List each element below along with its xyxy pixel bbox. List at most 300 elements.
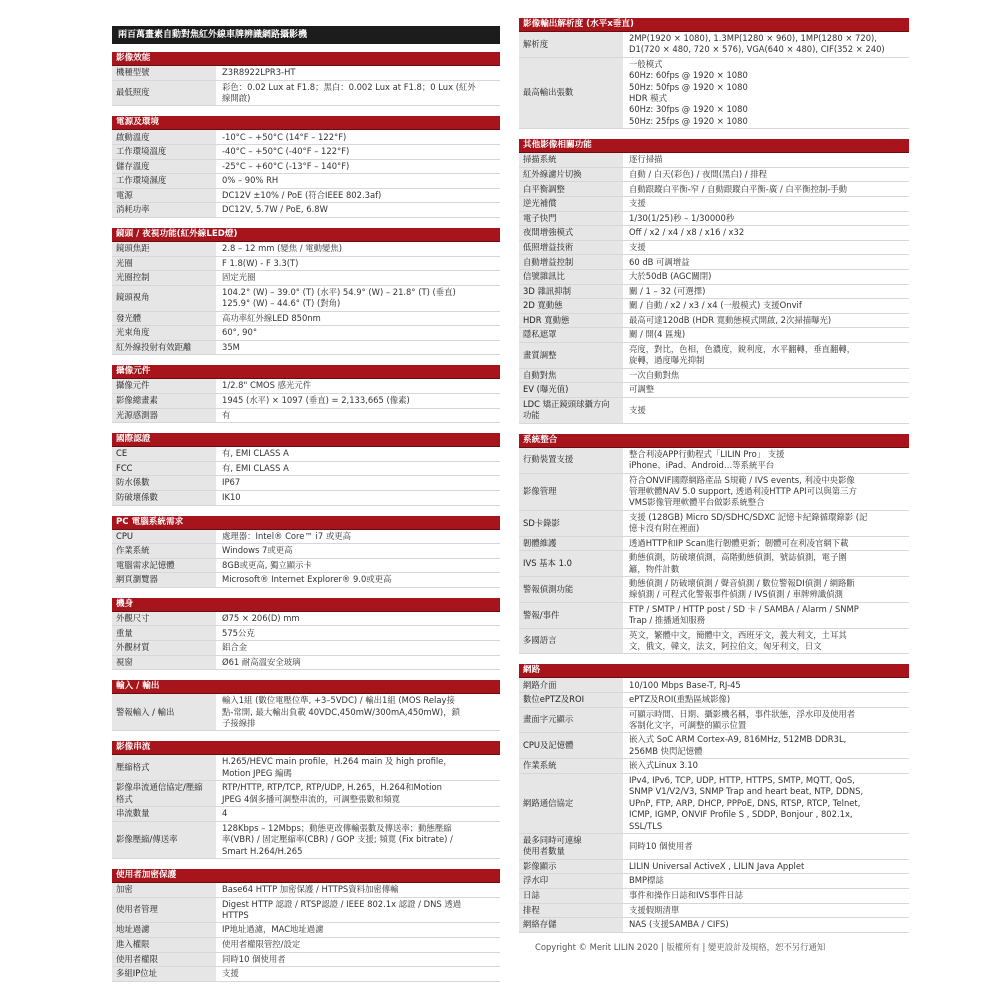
spec-value: [216, 491, 500, 505]
spec-value: [623, 212, 909, 226]
spec-value: [216, 656, 500, 670]
spec-label: [519, 197, 623, 211]
spec-row: [112, 573, 500, 588]
spec-label: [112, 938, 216, 952]
spec-row: [519, 537, 909, 552]
spec-value: [623, 32, 909, 57]
spec-label-text: 解析度: [523, 38, 549, 49]
spec-label-text: 紅外線投射有效距離: [116, 341, 192, 352]
spec-row: [519, 197, 909, 212]
spec-row: [519, 285, 909, 300]
spec-value: [216, 641, 500, 655]
spec-label: [112, 447, 216, 461]
spec-value-text: NAS (支援SAMBA / CIFS): [629, 919, 729, 930]
spec-row: [519, 693, 909, 708]
spec-value-text: 支援假期清單: [629, 904, 680, 915]
document-title: 兩百萬畫素自動對焦紅外線車牌辨識網路攝影機: [112, 26, 500, 44]
spec-row: [112, 694, 500, 731]
spec-label: [112, 174, 216, 188]
spec-label-text: 重量: [116, 627, 133, 638]
spec-label: [112, 544, 216, 558]
spec-label: [519, 314, 623, 328]
spec-value: [216, 462, 500, 476]
spec-value-text: 8GB或更高, 獨立顯示卡: [222, 559, 312, 570]
spec-label: [112, 822, 216, 858]
spec-label-text: 白平衡調整: [523, 183, 565, 194]
spec-value-text: 同時10 個使用者: [629, 840, 693, 851]
spec-value-text: FTP / SMTP / HTTP post / SD 卡 / SAMBA / Alarm / SNMP Trap / 推播通知服務: [629, 603, 859, 626]
spec-label: [112, 189, 216, 203]
section-gap: [112, 731, 500, 741]
spec-value: [623, 270, 909, 284]
spec-value-text: 鋁合金: [222, 642, 248, 653]
spec-value-text: IPv4, IPv6, TCP, UDP, HTTP, HTTPS, SMTP, MQTT, QoS, SNMP V1/V2/V3, SNMP Trap and heart beat, NTP, DDNS, UPnP, FTP, ARP, DHCP, PPPoE, DNS, RTSP, RTCP, Telnet, ICMP, IGMP, ONVIF Profile S , SDDP, Bonjour , 802.1x, SSL/TLS: [629, 774, 864, 831]
spec-row: [112, 312, 500, 327]
spec-row: [519, 860, 909, 875]
spec-row: [519, 874, 909, 889]
spec-row: [519, 299, 909, 314]
spec-label-text: 3D 雜訊抑制: [523, 285, 571, 296]
spec-label: [519, 693, 623, 707]
spec-row: [519, 889, 909, 904]
spec-label: [112, 530, 216, 544]
spec-value-text: 2.8 – 12 mm (變焦 / 電動變焦): [222, 243, 343, 254]
spec-label: [519, 860, 623, 874]
spec-label: [112, 326, 216, 340]
spec-label-text: 發光體: [116, 312, 142, 323]
spec-label: [112, 203, 216, 217]
spec-value-text: 1/30(1/25)秒 – 1/30000秒: [629, 212, 735, 223]
spec-value-text: 10/100 Mbps Base-T, RJ-45: [629, 679, 741, 690]
spec-label-text: 啟動溫度: [116, 131, 150, 142]
section-gap: [112, 44, 500, 52]
spec-label-text: 網路介面: [523, 679, 557, 690]
spec-value-text: 可顯示時間、日期、攝影機名稱，事件狀態，浮水印及使用者 客制化文字，可調整的顯示位置: [629, 708, 856, 731]
spec-label: [112, 656, 216, 670]
spec-value: [216, 476, 500, 490]
spec-value-text: -25°C – +60°C (-13°F – 140°F): [222, 160, 350, 171]
spec-label-text: 浮水印: [523, 875, 549, 886]
spec-value: [623, 241, 909, 255]
spec-label: [519, 474, 623, 510]
spec-label-text: 多組IP位址: [116, 968, 158, 979]
spec-row: [519, 918, 909, 933]
spec-label: [519, 874, 623, 888]
spec-value-text: IK10: [222, 492, 241, 502]
spec-label: [112, 462, 216, 476]
spec-row: [519, 182, 909, 197]
spec-label-text: 電源: [116, 189, 133, 200]
spec-value-text: 有: [222, 409, 231, 420]
spec-value-text: IP67: [222, 477, 241, 488]
spec-label: [519, 537, 623, 551]
spec-label-text: 影像顯示: [523, 860, 557, 871]
spec-label: [112, 81, 216, 106]
spec-label-text: 影像總畫素: [116, 395, 158, 406]
spec-label: [112, 559, 216, 573]
spec-value-text: Ø75 × 206(D) mm: [222, 612, 300, 623]
spec-value: [623, 285, 909, 299]
spec-label: [519, 255, 623, 269]
spec-row: [112, 559, 500, 574]
spec-value: [216, 953, 500, 967]
spec-label-text: 使用者權限: [116, 953, 158, 964]
spec-label: [519, 226, 623, 240]
spec-value-text: 2MP(1920 × 1080), 1.3MP(1280 × 960), 1MP(1280 × 720), D1(720 × 480, 720 × 576), VGA(640 × 480), CIF(352 × 240): [629, 33, 885, 55]
spec-label: [519, 774, 623, 833]
spec-label: [519, 369, 623, 383]
section-gap: [112, 506, 500, 516]
spec-label: [519, 918, 623, 932]
spec-value-text: 動態偵測，防破壞偵測，高階動態偵測，號誌偵測，電子圍 籬，物件計數: [629, 552, 847, 574]
spec-value-text: 128Kbps – 12Mbps；動態更改傳輸張數及傳送率；動態壓縮 率(VBR) / 固定壓縮率(CBR) / GOP 支援; 頻寬 (Fix bitrate) / Smart H.264/H.265: [222, 822, 453, 856]
spec-label-text: 影像串流通信協定/壓縮 格式: [116, 782, 203, 804]
spec-label: [112, 491, 216, 505]
spec-label-text: 信號雜訊比: [523, 271, 565, 282]
spec-value-text: Base64 HTTP 加密保護 / HTTPS資料加密傳輸: [222, 884, 399, 894]
spec-label: [519, 299, 623, 313]
spec-row: [112, 641, 500, 656]
spec-label: [519, 212, 623, 226]
spec-value-text: 關 / 1 – 32 (可選擇): [629, 285, 706, 296]
spec-label-text: LDC 矯正鏡頭球攝方向 功能: [523, 398, 610, 421]
spec-label-text: 網路通信協定: [523, 797, 574, 808]
spec-row: [519, 511, 909, 537]
spec-label-text: 多國語言: [523, 635, 557, 646]
spec-label: [519, 153, 623, 167]
spec-row: [112, 544, 500, 559]
spec-value: [216, 755, 500, 780]
spec-value: [623, 369, 909, 383]
spec-label-text: 進入權限: [116, 939, 150, 949]
spec-value: [623, 874, 909, 888]
spec-value: [623, 182, 909, 196]
section-gap: [112, 106, 500, 116]
spec-label-text: 防破壞係數: [116, 492, 158, 502]
spec-value: [216, 271, 500, 285]
spec-value: [623, 860, 909, 874]
spec-label-text: 影像管理: [523, 486, 557, 496]
spec-label: [112, 286, 216, 311]
spec-row: [519, 834, 909, 860]
spec-label: [112, 626, 216, 640]
spec-value-text: 60 dB 可調增益: [629, 256, 690, 267]
spec-value-text: 英文，繁體中文，簡體中文，西班牙文，義大利文，土耳其 文，俄文，韓文，法文，阿拉伯文，匈牙利文，日文: [629, 629, 847, 652]
spec-row: [112, 130, 500, 145]
spec-label: [519, 678, 623, 692]
spec-value-text: 最高可達120dB (HDR 寬動態模式開啟, 2次掃描曝光): [629, 314, 832, 325]
spec-row: [519, 474, 909, 511]
spec-label: [112, 781, 216, 806]
spec-value-text: ePTZ及ROI(重點區域影像): [629, 694, 731, 705]
spec-label-text: 最高輸出張數: [523, 87, 574, 98]
spec-label-text: 地址過濾: [116, 924, 150, 935]
spec-label: [112, 145, 216, 159]
spec-label: [519, 629, 623, 654]
spec-value: [623, 153, 909, 167]
spec-row: [112, 326, 500, 341]
spec-label-text: 數位ePTZ及ROI: [523, 694, 585, 705]
spec-label: [519, 551, 623, 576]
section-header: 電源及環境: [112, 116, 500, 130]
spec-value: [216, 81, 500, 106]
spec-label-text: 使用者管理: [116, 904, 158, 915]
spec-value: [623, 904, 909, 918]
spec-label-text: 光束角度: [116, 327, 150, 338]
spec-label-text: 紅外線濾片切換: [523, 168, 582, 179]
spec-value-text: 大於50dB (AGC關閉): [629, 271, 712, 282]
spec-value: [623, 58, 909, 128]
spec-row: [519, 603, 909, 629]
spec-value-text: BMP標誌: [629, 875, 664, 886]
spec-row: [519, 551, 909, 577]
spec-value: [216, 447, 500, 461]
spec-row: [519, 58, 909, 129]
spec-value: [623, 678, 909, 692]
spec-value-text: 1/2.8" CMOS 感光元件: [222, 380, 312, 391]
spec-value-text: 自動 / 白天(彩色) / 夜間(黑白) / 排程: [629, 168, 768, 179]
spec-label: [519, 759, 623, 773]
spec-value: [623, 629, 909, 654]
spec-value: [216, 544, 500, 558]
section-gap: [519, 654, 909, 664]
spec-value-text: 逐行掃描: [629, 154, 663, 165]
spec-row: [112, 379, 500, 394]
spec-value: [216, 822, 500, 858]
spec-label-text: 儲存溫度: [116, 160, 150, 171]
spec-value-text: 支援 (128GB) Micro SD/SDHC/SDXC 記憶卡紀錄循環錄影 (記 憶卡沒有附在裡面): [629, 511, 868, 534]
spec-value-text: Microsoft® Internet Explorer® 9.0或更高: [222, 574, 392, 585]
spec-value-text: 35M: [222, 341, 240, 352]
spec-value-text: DC12V ±10% / PoE (符合IEEE 802.3af): [222, 189, 382, 200]
spec-value-text: 整合利凌APP行動程式「LILIN Pro」 支援 iPhone、iPad、Android…等系統平台: [629, 448, 785, 471]
spec-label-text: 視窗: [116, 656, 133, 667]
spec-label: [112, 953, 216, 967]
section-gap: [112, 859, 500, 869]
spec-value-text: 處理器：Intel® Core™ i7 或更高: [222, 530, 351, 541]
spec-label: [112, 807, 216, 821]
spec-label-text: 畫面字元顯示: [523, 714, 574, 725]
section-gap: [519, 424, 909, 434]
section-gap: [112, 423, 500, 433]
spec-value-text: 支援: [629, 198, 646, 209]
spec-label: [519, 708, 623, 733]
spec-label: [519, 511, 623, 536]
spec-value: [216, 409, 500, 423]
spec-label-text: 自動對焦: [523, 369, 557, 380]
spec-row: [519, 398, 909, 424]
spec-label-text: 日誌: [523, 890, 540, 900]
spec-label-text: IVS 基本 1.0: [523, 557, 572, 568]
spec-label-text: 最多同時可連線 使用者數量: [523, 834, 582, 857]
spec-value: [216, 174, 500, 188]
spec-value-text: 關 / 開(4 區塊): [629, 329, 686, 340]
spec-value: [216, 203, 500, 217]
spec-value-text: F 1.8(W) - F 3.3(T): [222, 257, 299, 268]
spec-label-text: CPU及記憶體: [523, 740, 574, 751]
spec-value: [216, 326, 500, 340]
spec-value: [623, 398, 909, 423]
spec-value: [623, 759, 909, 773]
spec-row: [519, 733, 909, 759]
spec-row: [519, 774, 909, 834]
spec-label-text: 外觀材質: [116, 642, 150, 653]
spec-row: [112, 612, 500, 627]
spec-row: [519, 343, 909, 369]
spec-label-text: 自動增益控制: [523, 256, 574, 267]
spec-value-text: 0% – 90% RH: [222, 175, 279, 186]
spec-label-text: 作業系統: [523, 760, 557, 771]
spec-label: [112, 883, 216, 897]
spec-label: [112, 379, 216, 393]
spec-value-text: 固定光圈: [222, 272, 256, 283]
spec-label-text: 防水係數: [116, 477, 150, 488]
spec-label: [519, 383, 623, 397]
spec-label: [519, 577, 623, 602]
spec-value: [623, 577, 909, 602]
spec-label: [519, 168, 623, 182]
spec-label: [519, 270, 623, 284]
spec-value: [216, 145, 500, 159]
spec-value-text: 高功率紅外線LED 850nm: [222, 312, 321, 323]
spec-label-text: 鏡頭焦距: [116, 243, 150, 254]
spec-label-text: 加密: [116, 884, 133, 894]
spec-label: [112, 755, 216, 780]
spec-row: [519, 678, 909, 693]
spec-label: [112, 66, 216, 80]
spec-value-text: IP地址過濾，MAC地址過濾: [222, 924, 324, 935]
spec-value-text: 同時10 個使用者: [222, 953, 286, 964]
spec-label: [519, 904, 623, 918]
spec-label: [112, 573, 216, 587]
spec-label-text: 消耗功率: [116, 204, 150, 215]
spec-label-text: 機種型號: [116, 67, 150, 78]
section-gap: [112, 588, 500, 598]
spec-value-text: Digest HTTP 認證 / RTSP認證 / IEEE 802.1x 認證 / DNS 透過 HTTPS: [222, 898, 462, 920]
spec-value: [216, 626, 500, 640]
spec-value-text: 事件和操作日誌和IVS事件日誌: [629, 890, 744, 900]
spec-value: [216, 130, 500, 144]
spec-row: [112, 145, 500, 160]
spec-label-text: 影像壓縮/傳送率: [116, 834, 178, 845]
spec-label-text: 最低照度: [116, 87, 150, 98]
spec-value: [216, 781, 500, 806]
spec-label-text: EV (曝光值): [523, 384, 569, 395]
spec-label: [519, 398, 623, 423]
spec-value: [216, 379, 500, 393]
spec-row: [112, 286, 500, 312]
spec-value: [623, 299, 909, 313]
spec-label-text: 警報/事件: [523, 609, 560, 620]
section-header: 鏡頭 / 夜視功能(紅外線LED燈): [112, 228, 500, 242]
spec-value-text: RTP/HTTP, RTP/TCP, RTP/UDP, H.265，H.264和Motion JPEG 4個多播可調整串流的，可調整張數和頻寬: [222, 782, 442, 804]
spec-value: [623, 834, 909, 859]
spec-row: [519, 759, 909, 774]
spec-label-text: 網絡存儲: [523, 919, 557, 930]
section-gap: [112, 218, 500, 228]
spec-row: [519, 629, 909, 655]
spec-row: [112, 203, 500, 218]
spec-row: [519, 369, 909, 384]
spec-row: [112, 938, 500, 953]
spec-label-text: 光源感測器: [116, 409, 158, 420]
spec-value: [216, 530, 500, 544]
spec-row: [112, 174, 500, 189]
spec-value: [623, 708, 909, 733]
spec-value-text: 4: [222, 808, 228, 819]
spec-row: [112, 626, 500, 641]
spec-value: [623, 603, 909, 628]
spec-row: [112, 883, 500, 898]
spec-value-text: 可調整: [629, 384, 655, 395]
section-header: 輸入 / 輸出: [112, 680, 500, 694]
spec-value-text: LILIN Universal ActiveX , LILIN Java Applet: [629, 860, 805, 871]
spec-label-text: 低照增益技術: [523, 241, 574, 252]
spec-value: [623, 551, 909, 576]
spec-value-text: 自動跟蹤白平衡-窄 / 自動跟蹤白平衡-廣 / 白平衡控制-手動: [629, 183, 847, 194]
spec-label-text: 工作環境濕度: [116, 175, 167, 186]
section-gap: [112, 670, 500, 680]
right-column: [519, 0, 909, 953]
spec-row: [112, 462, 500, 477]
section-header: 使用者加密保護: [112, 869, 500, 883]
section-header: 機身: [112, 598, 500, 612]
spec-label: [112, 898, 216, 923]
spec-value-text: 彩色：0.02 Lux at F1.8；黑白：0.002 Lux at F1.8；0 Lux (紅外 線開啟): [222, 81, 476, 103]
spec-value: [216, 923, 500, 937]
spec-row: [519, 226, 909, 241]
spec-label-text: HDR 寬動態: [523, 314, 570, 325]
spec-row: [519, 153, 909, 168]
spec-value-text: 一般模式 60Hz: 60fps @ 1920 × 1080 50Hz: 50fps @ 1920 × 1080 HDR 模式 60Hz: 30fps @ 1920 × 1080 50Hz: 25fps @ 1920 × 1080: [629, 58, 748, 126]
spec-value: [623, 328, 909, 342]
spec-row: [519, 448, 909, 474]
spec-row: [112, 394, 500, 409]
spec-value: [216, 66, 500, 80]
spec-row: [112, 476, 500, 491]
spec-label-text: 2D 寬動態: [523, 300, 563, 311]
section-header: 網路: [519, 664, 909, 678]
spec-label-text: 鏡頭視角: [116, 292, 150, 303]
spec-row: [112, 66, 500, 81]
spec-label-text: 電子快門: [523, 212, 557, 223]
spec-label: [519, 834, 623, 859]
spec-value: [216, 807, 500, 821]
spec-label-text: CE: [116, 448, 128, 459]
spec-label: [112, 160, 216, 174]
spec-value-text: 支援: [222, 968, 239, 979]
spec-label: [112, 271, 216, 285]
spec-label-text: 掃描系統: [523, 154, 557, 165]
spec-row: [112, 257, 500, 272]
spec-row: [112, 807, 500, 822]
spec-value-text: 輸入1組 (數位電壓位準, +3–5VDC) / 輸出1組 (MOS Relay接 點-常開, 最大輸出負載 40VDC,450mW/300mA,450mW)，鎖 子接線排: [222, 695, 460, 729]
section-header: 影像輸出解析度 (水平x垂直): [519, 18, 909, 32]
section-header: 影像串流: [112, 741, 500, 755]
left-column: [112, 0, 500, 982]
spec-row: [519, 32, 909, 58]
spec-value: [623, 343, 909, 368]
spec-value: [216, 967, 500, 981]
spec-label-text: 警報輸入 / 輸出: [116, 706, 175, 717]
spec-value-text: -40°C – +50°C (-40°F – 122°F): [222, 146, 350, 157]
spec-row: [519, 212, 909, 227]
spec-label-text: 行動裝置支援: [523, 454, 574, 465]
spec-value: [216, 286, 500, 311]
spec-label: [112, 967, 216, 981]
spec-row: [112, 242, 500, 257]
spec-value: [623, 383, 909, 397]
